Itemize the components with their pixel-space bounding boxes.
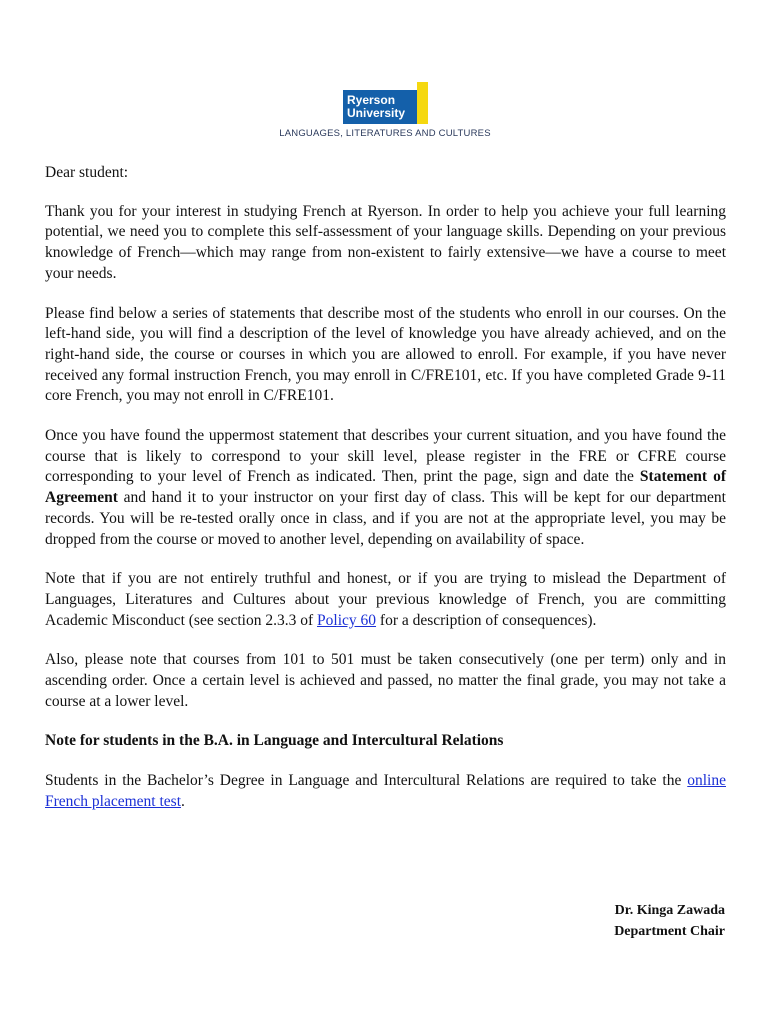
department-header: LANGUAGES, LITERATURES AND CULTURES [279,128,491,139]
paragraph-intro: Thank you for your interest in studying French at Ryerson. In order to help you achieve your full learning potential, we need you to complete this self-assessment of your language skills. Depending on your previous knowledge of French—which may range from non-existent to fairly extensive—we have a course to meet your needs. [45,202,726,282]
policy-60-link[interactable]: Policy 60 [317,611,377,629]
paragraph-placement [45,771,726,812]
paragraph-course-order: Also, please note that courses from 101 to 501 must be taken consecutively (one per term) only and in ascending order. Once a certain level is achieved and passed, no matter the final grade, you may not take a course at a lower level. [45,651,726,710]
placement-test-link[interactable]: online French placement test [45,772,726,810]
logo-line-1: Ryerson [347,93,396,107]
signature-name: Dr. Kinga Zawada [614,903,725,918]
signature-block [614,900,725,942]
section-heading: Note for students in the B.A. in Language and Intercultural Relations [45,732,504,750]
paragraph-instructions-text-2: and hand it to your instructor on your first day of class. This will be kept for our department records. You will be re-tested orally once in class, and if you are not at the appropriate level, you may be dropped from the course or moved to another level, depending on availability of space. [45,489,726,548]
logo-line-2: University [347,106,406,120]
university-logo [343,82,428,124]
paragraph-misconduct-text-2: for a description of consequences). [376,611,597,629]
paragraph-instructions-text-1: Once you have found the uppermost statement that describes your current situation, and you have found the course that is likely to correspond to your skill level, please register in the FRE or CFRE course corresponding to your level of French as indicated. Then, print the page, sign and date the [45,427,726,486]
paragraph-misconduct-text-1: Note that if you are not entirely truthful and honest, or if you are trying to mislead the Department of Languages, Literatures and Cultures about your previous knowledge of French, you are committing Academic Misconduct (see section 2.3.3 of [45,570,726,629]
paragraph-misconduct [45,569,726,631]
logo-wordmark [343,90,417,124]
salutation: Dear student: [45,164,129,181]
paragraph-placement-text-1: Students in the Bachelor’s Degree in Language and Intercultural Relations are required to take the [45,772,688,790]
letter-body [45,163,726,813]
logo-yellow-bar [417,82,428,124]
paragraph-placement-text-2: . [181,792,185,810]
statement-of-agreement: Statement of Agreement [45,468,726,507]
signature-title: Department Chair [614,924,725,939]
paragraph-instructions [45,426,726,550]
paragraph-statements: Please find below a series of statements that describe most of the students who enroll in our courses. On the left-hand side, you will find a description of the level of knowledge you have already achieved, and on the right-hand side, the course or courses in which you are allowed to enroll. For example, if you have never received any formal instruction French, you may enroll in C/FRE101, etc. If you have completed Grade 9-11 core French, you may not enroll in C/FRE101. [45,304,726,405]
